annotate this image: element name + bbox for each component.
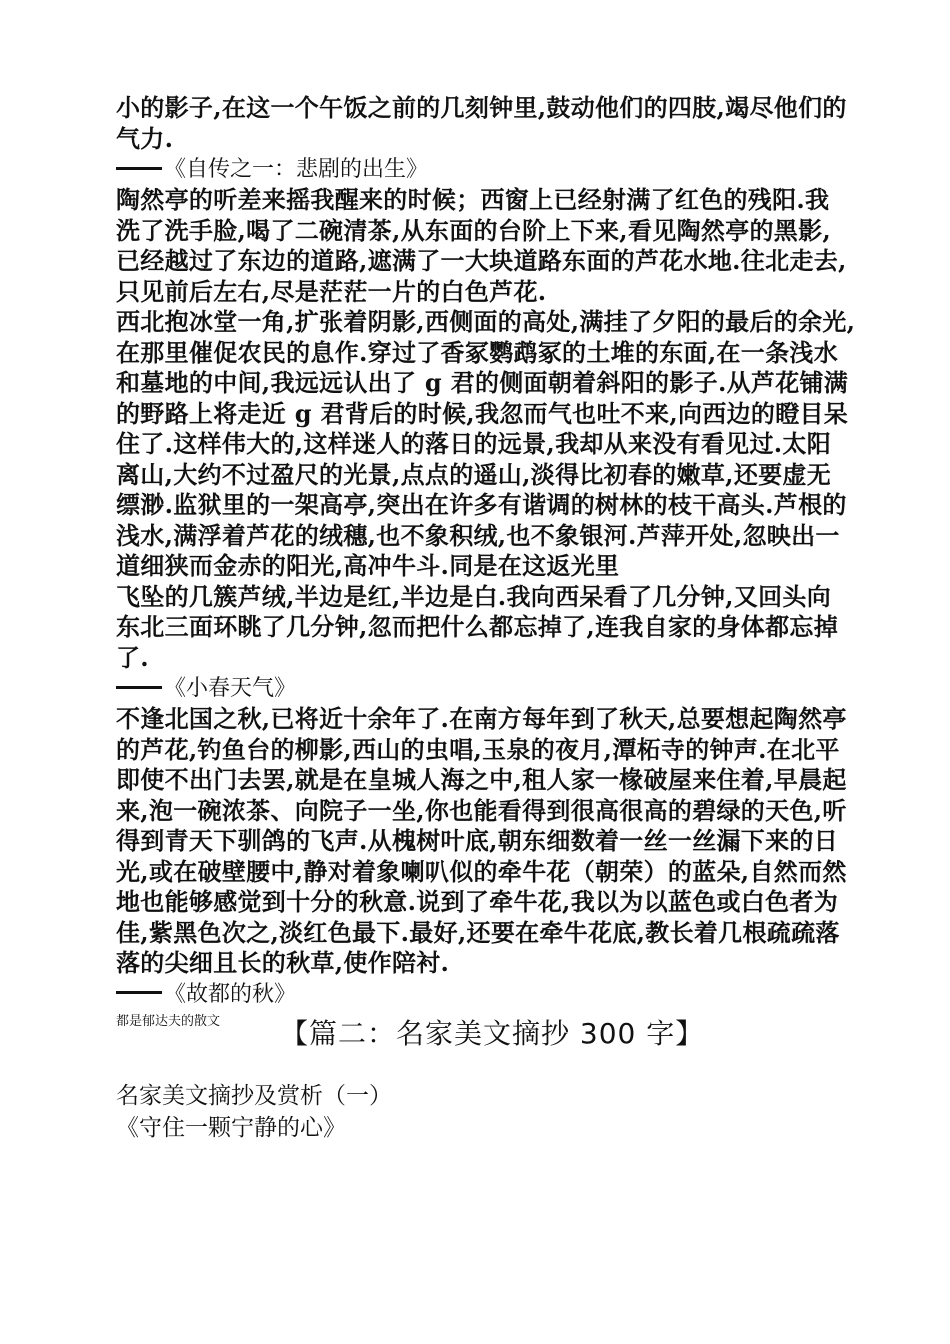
text-line: 了. [116,642,149,672]
text-line: 的芦花,钓鱼台的柳影,西山的虫唱,玉泉的夜月,潭柘寺的钟声.在北平 [116,734,840,764]
text-line: 来,泡一碗浓茶、向院子一坐,你也能看得到很高很高的碧绿的天色,听 [116,795,847,825]
text-line: 光,或在破壁腰中,静对着象喇叭似的牵牛花（朝荣）的蓝朵,自然而然 [116,856,847,886]
text-line: 佳,紫黑色次之,淡红色最下.最好,还要在牵牛花底,教长着几根疏疏落 [116,917,840,947]
text-line: 得到青天下驯鸽的飞声.从槐树叶底,朝东细数着一丝一丝漏下来的日 [116,826,839,855]
attribution-title: 《自传之一：悲剧的出生》 [164,157,429,182]
text-line: 飞坠的几簇芦绒,半边是红,半边是白.我向西呆看了几分钟,又回头向 [116,581,832,611]
text-line: 洗了洗手脸,喝了二碗清茶,从东面的台阶上下来,看见陶然亭的黑影, [116,215,832,245]
em-dash-rule [116,991,162,994]
passage-intro [116,93,846,154]
em-dash-rule [116,686,162,689]
text-line: 东北三面环眺了几分钟,忽而把什么都忘掉了,连我自家的身体都忘掉 [116,612,839,641]
passage-2 [116,704,846,979]
text-line: 小的影子,在这一个午饭之前的几刻钟里,鼓动他们的四肢,竭尽他们的 [116,93,847,122]
text-line: 即使不出门去罢,就是在皇城人海之中,租人家一椽破屋来住着,早晨起 [116,765,847,794]
text-line: 只见前后左右,尽是茫茫一片的白色芦花. [116,276,547,306]
text-line: 浅水,满浮着芦花的绒穗,也不象积绒,也不象银河.芦萍开处,忽映出一 [116,520,840,550]
section-heading: 【篇二：名家美文摘抄 300 字】 [280,1016,705,1050]
text-line: 陶然亭的听差来摇我醒来的时候；西窗上已经射满了红色的残阳.我 [116,185,830,214]
document-page [116,93,856,1144]
spacer [116,1066,846,1080]
passage-1 [116,185,856,673]
attribution-title: 《小春天气》 [164,676,297,701]
text-line: 和墓地的中间,我远远认出了 g 君的侧面朝着斜阳的影子.从芦花铺满 [116,368,849,397]
section-break [116,1010,846,1066]
text-line: 离山,大约不过盈尺的光景,点点的遥山,淡得比初春的嫩草,还要虚无 [116,459,832,489]
em-dash-rule [116,167,162,170]
subheading: 名家美文摘抄及赏析（一） [116,1082,392,1109]
text-line: 住了.这样伟大的,这样迷人的落日的远景,我却从来没有看见过.太阳 [116,429,832,458]
essay-title: 《守住一颗宁静的心》 [116,1114,346,1141]
text-line: 道细狭而金赤的阳光,高冲牛斗.同是在这返光里 [116,551,620,580]
attribution-3 [116,979,846,1010]
author-note: 都是郁达夫的散文 [116,1013,221,1029]
text-line: 不逢北国之秋,已将近十余年了.在南方每年到了秋天,总要想起陶然亭 [116,704,847,733]
text-line: 缥渺.监狱里的一架高亭,突出在许多有谐调的树林的枝干高头.芦根的 [116,490,847,519]
text-line: 气力. [116,123,174,153]
text-line: 落的尖细且长的秋草,使作陪衬. [116,948,450,977]
text-line: 在那里催促农民的息作.穿过了香冢鹦鹉冢的土堆的东面,在一条浅水 [116,337,839,367]
attribution-1 [116,154,846,185]
text-line: 西北抱冰堂一角,扩张着阴影,西侧面的高处,满挂了夕阳的最后的余光, [116,307,856,336]
text-line: 已经越过了东边的道路,遮满了一大块道路东面的芦花水地.往北走去, [116,246,847,275]
attribution-2 [116,673,846,704]
text-line: 的野路上将走近 g 君背后的时候,我忽而气也吐不来,向西边的瞪目呆 [116,398,849,428]
attribution-title: 《故都的秋》 [164,981,297,1007]
text-line: 地也能够感觉到十分的秋意.说到了牵牛花,我以为以蓝色或白色者为 [116,887,839,916]
